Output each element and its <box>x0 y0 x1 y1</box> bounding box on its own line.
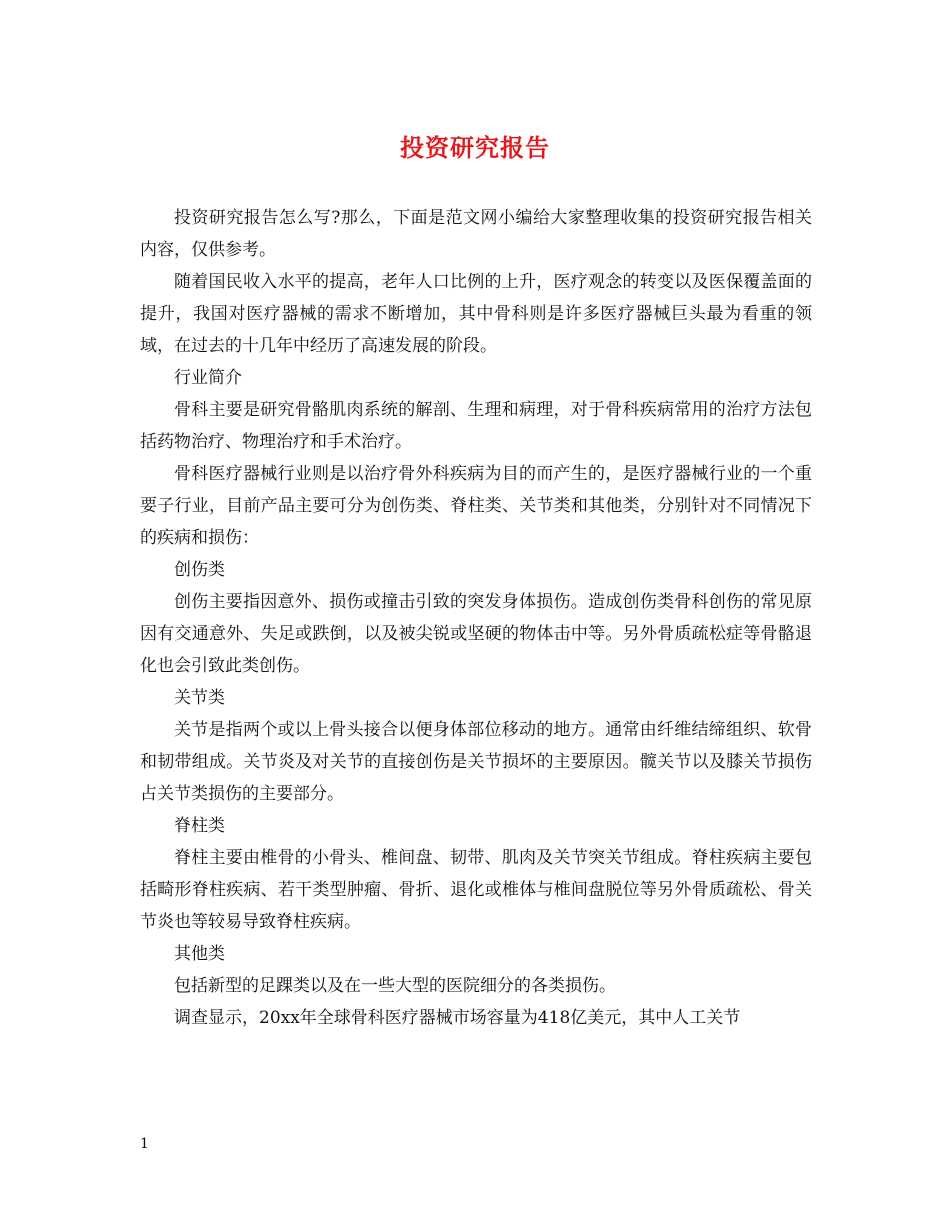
paragraph-other: 包括新型的足踝类以及在一些大型的医院细分的各类损伤。 <box>174 976 616 996</box>
section-heading-spine: 脊柱类 <box>174 816 225 836</box>
section-heading-other: 其他类 <box>174 944 225 964</box>
page-number: 1 <box>140 1136 149 1152</box>
paragraph-device-categories: 骨科医疗器械行业则是以治疗骨外科疾病为目的而产生的，是医疗器械行业的一个重要子行业，目前产品主要可分为创伤类、脊柱类、关节类和其他类，分别针对不同情况下的疾病和损伤： <box>140 464 812 548</box>
section-heading-industry-overview: 行业简介 <box>174 368 242 388</box>
section-heading-trauma: 创伤类 <box>174 560 225 580</box>
paragraph-spine: 脊柱主要由椎骨的小骨头、椎间盘、韧带、肌肉及关节突关节组成。脊柱疾病主要包括畸形脊柱疾病、若干类型肿瘤、骨折、退化或椎体与椎间盘脱位等另外骨质疏松、骨关节炎也等较易导致脊柱疾病。 <box>140 848 812 932</box>
paragraph-trauma: 创伤主要指因意外、损伤或撞击引致的突发身体损伤。造成创伤类骨科创伤的常见原因有交通意外、失足或跌倒，以及被尖锐或坚硬的物体击中等。另外骨质疏松症等骨骼退化也会引致此类创伤。 <box>140 592 812 676</box>
paragraph-market-survey: 调查显示，20xx年全球骨科医疗器械市场容量为418亿美元，其中人工关节 <box>174 1008 741 1028</box>
section-heading-joint: 关节类 <box>174 688 225 708</box>
document-body <box>140 202 812 1034</box>
document-title: 投资研究报告 <box>400 133 550 162</box>
paragraph-orthopedics-definition: 骨科主要是研究骨骼肌肉系统的解剖、生理和病理，对于骨科疾病常用的治疗方法包括药物治疗、物理治疗和手术治疗。 <box>140 400 812 452</box>
paragraph-background: 随着国民收入水平的提高，老年人口比例的上升，医疗观念的转变以及医保覆盖面的提升，我国对医疗器械的需求不断增加，其中骨科则是许多医疗器械巨头最为看重的领域，在过去的十几年中经历了高速发展的阶段。 <box>140 272 812 356</box>
paragraph-intro: 投资研究报告怎么写?那么，下面是范文网小编给大家整理收集的投资研究报告相关内容，仅供参考。 <box>140 208 812 260</box>
paragraph-joint: 关节是指两个或以上骨头接合以便身体部位移动的地方。通常由纤维结缔组织、软骨和韧带组成。关节炎及对关节的直接创伤是关节损坏的主要原因。髋关节以及膝关节损伤占关节类损伤的主要部分。 <box>140 720 812 804</box>
